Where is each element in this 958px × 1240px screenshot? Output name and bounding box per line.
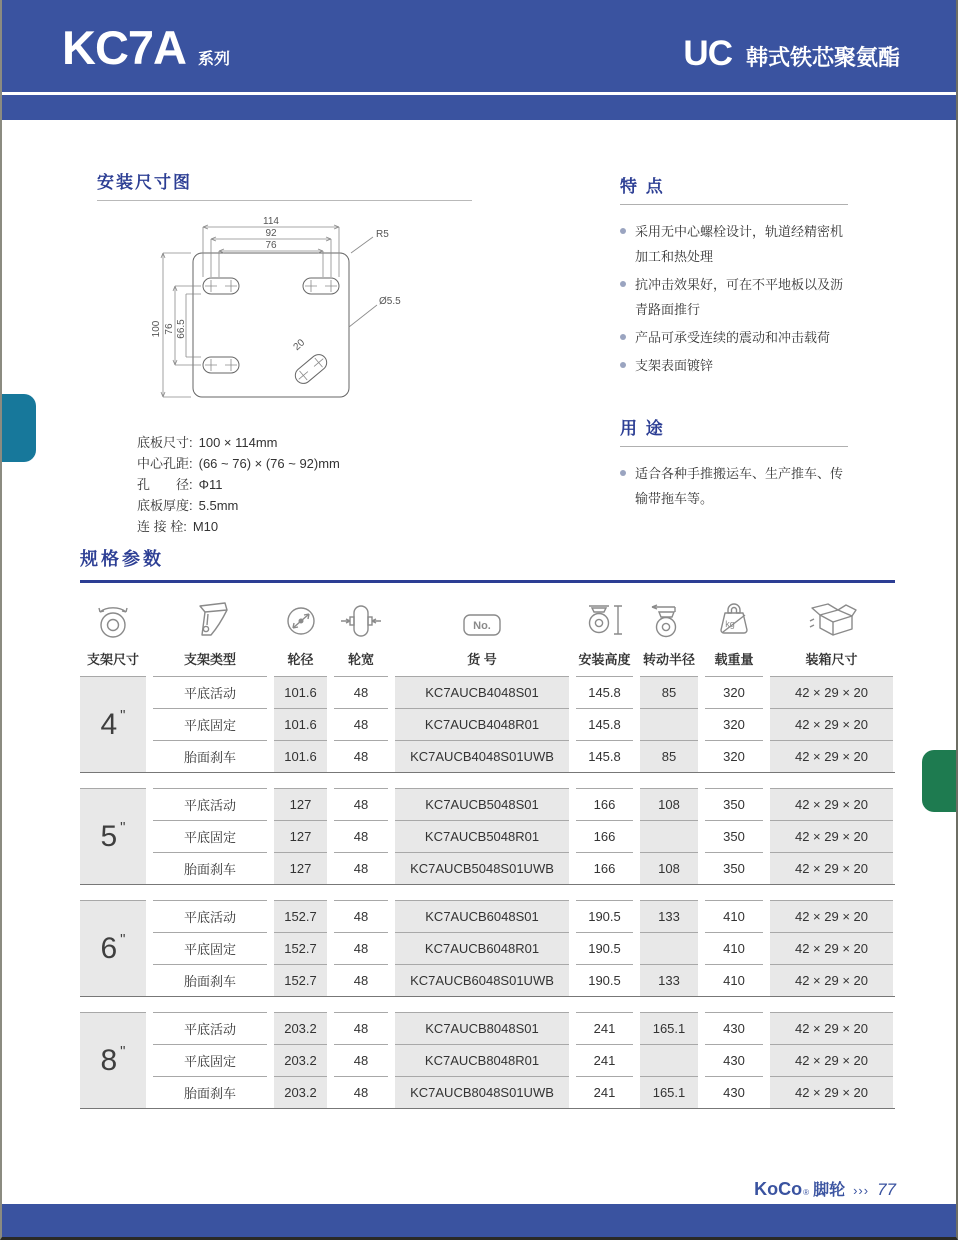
cell-type: 平底活动 — [153, 676, 267, 708]
dim-76-top: 76 — [265, 240, 277, 251]
cell-turn_radius: 165.1 — [640, 1076, 698, 1108]
spec-title-rule — [80, 580, 895, 583]
column-header-size — [80, 595, 146, 673]
cell-type: 平底活动 — [153, 900, 267, 932]
svg-text:No.: No. — [473, 620, 491, 632]
right-column — [620, 172, 848, 514]
cell-type: 平底固定 — [153, 708, 267, 740]
cell-type: 平底活动 — [153, 788, 267, 820]
cell-mount_height: 241 — [576, 1044, 633, 1076]
cell-part_no: KC7AUCB4048S01 — [395, 676, 569, 708]
cell-type: 平底固定 — [153, 932, 267, 964]
column-header-mount_height — [576, 595, 633, 673]
cell-wheel_dia: 101.6 — [274, 708, 327, 740]
cell-wheel_dia: 101.6 — [274, 740, 327, 772]
installation-drawing — [115, 207, 465, 419]
column-label: 支架类型 — [183, 652, 236, 667]
bracket-type-icon — [190, 595, 230, 641]
installation-specs — [137, 432, 475, 537]
cell-wheel_width: 48 — [334, 676, 388, 708]
cell-wheel_width: 48 — [334, 900, 388, 932]
chevrons-icon: ››› — [853, 1183, 870, 1198]
cell-mount_height: 190.5 — [576, 900, 633, 932]
dim-92: 92 — [265, 228, 277, 239]
cell-carton: 42 × 29 × 20 — [770, 852, 893, 884]
inch-mark: " — [120, 819, 126, 836]
left-edge-tab — [2, 394, 36, 462]
cell-mount_height: 145.8 — [576, 676, 633, 708]
cell-load: 350 — [705, 820, 763, 852]
cell-mount_height: 190.5 — [576, 964, 633, 996]
registered-mark-icon: ® — [803, 1188, 810, 1197]
size-label — [80, 676, 146, 772]
cell-wheel_width: 48 — [334, 740, 388, 772]
part-number-icon — [459, 595, 505, 641]
series-heading — [62, 21, 230, 74]
features-block — [620, 172, 848, 378]
cell-carton: 42 × 29 × 20 — [770, 740, 893, 772]
feature-item: 产品可承受连续的震动和冲击载荷 — [620, 325, 848, 350]
spec-table-body — [80, 676, 895, 1109]
column-header-wheel_dia — [274, 595, 327, 673]
brand-suffix: 脚轮 — [813, 1182, 846, 1199]
spec-line-plate-size: 底板尺寸: 100 × 114mm — [137, 435, 278, 450]
cell-wheel_dia: 127 — [274, 852, 327, 884]
header-band-lower — [2, 95, 956, 120]
cell-load: 430 — [705, 1012, 763, 1044]
cell-carton: 42 × 29 × 20 — [770, 964, 893, 996]
cell-load: 320 — [705, 740, 763, 772]
cell-part_no: KC7AUCB5048S01 — [395, 788, 569, 820]
usage-title-underline — [620, 446, 848, 447]
model-code: UC — [683, 34, 732, 73]
features-title: 特 点 — [620, 177, 665, 196]
cell-type: 平底固定 — [153, 820, 267, 852]
cell-mount_height: 145.8 — [576, 740, 633, 772]
cell-part_no: KC7AUCB8048S01 — [395, 1012, 569, 1044]
column-label: 转动半径 — [642, 652, 695, 667]
carton-size-icon — [806, 595, 858, 641]
column-label: 装箱尺寸 — [805, 652, 858, 667]
inch-mark: " — [120, 931, 126, 948]
usage-title: 用 途 — [620, 419, 665, 438]
cell-part_no: KC7AUCB4048R01 — [395, 708, 569, 740]
cell-part_no: KC7AUCB8048R01 — [395, 1044, 569, 1076]
dim-76-left: 76 — [164, 323, 175, 335]
series-name: KC7A — [62, 21, 186, 74]
cell-mount_height: 241 — [576, 1012, 633, 1044]
cell-type: 胎面刹车 — [153, 964, 267, 996]
cell-carton: 42 × 29 × 20 — [770, 1076, 893, 1108]
callout-thickness: Ø5.5 — [379, 296, 401, 307]
spec-line-bolt: 连 接 栓: M10 — [137, 519, 219, 534]
spec-table-title: 规格参数 — [80, 549, 164, 569]
spec-table-header — [80, 593, 895, 673]
bullet-icon — [620, 281, 626, 287]
wheel-diameter-icon — [281, 595, 321, 641]
cell-turn_radius — [640, 820, 698, 852]
feature-item: 支架表面镀锌 — [620, 353, 848, 378]
cell-turn_radius: 165.1 — [640, 1012, 698, 1044]
size-number: 4 — [100, 707, 118, 741]
cell-carton: 42 × 29 × 20 — [770, 820, 893, 852]
cell-wheel_dia: 127 — [274, 788, 327, 820]
svg-text:kg: kg — [725, 619, 735, 629]
cell-wheel_width: 48 — [334, 820, 388, 852]
cell-wheel_width: 48 — [334, 932, 388, 964]
bullet-icon — [620, 470, 626, 476]
cell-wheel_dia: 101.6 — [274, 676, 327, 708]
dim-114: 114 — [263, 216, 279, 227]
cell-wheel_dia: 203.2 — [274, 1044, 327, 1076]
cell-wheel_width: 48 — [334, 708, 388, 740]
bullet-icon — [620, 228, 626, 234]
cell-part_no: KC7AUCB6048S01 — [395, 900, 569, 932]
cell-part_no: KC7AUCB5048R01 — [395, 820, 569, 852]
cell-turn_radius: 133 — [640, 964, 698, 996]
dim-100: 100 — [151, 320, 162, 338]
cell-carton: 42 × 29 × 20 — [770, 676, 893, 708]
cell-wheel_dia: 152.7 — [274, 964, 327, 996]
feature-item: 采用无中心螺栓设计，轨道经精密机加工和热处理 — [620, 219, 848, 269]
cell-load: 350 — [705, 852, 763, 884]
cell-wheel_dia: 152.7 — [274, 900, 327, 932]
brand-logo: KoCo — [754, 1179, 803, 1199]
column-label: 轮宽 — [347, 652, 374, 667]
cell-wheel_width: 48 — [334, 964, 388, 996]
cell-carton: 42 × 29 × 20 — [770, 1044, 893, 1076]
series-suffix: 系列 — [197, 51, 230, 68]
cell-load: 410 — [705, 900, 763, 932]
size-group-8-inch — [80, 1012, 895, 1109]
features-list — [620, 219, 848, 378]
cell-load: 320 — [705, 676, 763, 708]
turn-radius-icon — [648, 595, 690, 641]
cell-carton: 42 × 29 × 20 — [770, 788, 893, 820]
inch-mark: " — [120, 1043, 126, 1060]
cell-carton: 42 × 29 × 20 — [770, 708, 893, 740]
spec-section — [80, 545, 895, 1124]
column-header-wheel_width — [334, 595, 388, 673]
installation-section — [97, 168, 475, 537]
column-label: 支架尺寸 — [86, 652, 139, 667]
cell-type: 平底活动 — [153, 1012, 267, 1044]
spec-line-hole-distance: 中心孔距: (66 ~ 76) × (76 ~ 92)mm — [137, 456, 340, 471]
dim-66-5: 66.5 — [176, 319, 187, 339]
callout-slot-20: 20 — [291, 337, 308, 353]
footer-band — [2, 1204, 956, 1237]
cell-turn_radius: 108 — [640, 788, 698, 820]
usage-block — [620, 414, 848, 511]
size-group-4-inch — [80, 676, 895, 773]
caster-size-icon — [93, 595, 133, 641]
cell-wheel_width: 48 — [334, 1044, 388, 1076]
cell-load: 410 — [705, 964, 763, 996]
cell-part_no: KC7AUCB4048S01UWB — [395, 740, 569, 772]
cell-load: 320 — [705, 708, 763, 740]
size-label — [80, 1012, 146, 1108]
column-header-type — [153, 595, 267, 673]
callout-r5: R5 — [376, 229, 389, 240]
inch-mark: " — [120, 707, 126, 724]
cell-type: 胎面刹车 — [153, 1076, 267, 1108]
cell-wheel_width: 48 — [334, 1076, 388, 1108]
cell-mount_height: 166 — [576, 852, 633, 884]
size-number: 6 — [100, 931, 118, 965]
cell-turn_radius: 85 — [640, 740, 698, 772]
feature-item: 抗冲击效果好，可在不平地板以及沥青路面推行 — [620, 272, 848, 322]
bullet-icon — [620, 334, 626, 340]
column-header-carton — [770, 595, 893, 673]
size-number: 8 — [100, 1043, 118, 1077]
cell-load: 430 — [705, 1076, 763, 1108]
cell-wheel_width: 48 — [334, 788, 388, 820]
usage-list — [620, 461, 848, 511]
installation-title-underline — [97, 200, 472, 201]
column-header-load — [705, 595, 763, 673]
cell-wheel_width: 48 — [334, 1012, 388, 1044]
cell-wheel_dia: 152.7 — [274, 932, 327, 964]
cell-type: 胎面刹车 — [153, 740, 267, 772]
column-label: 货 号 — [467, 652, 497, 667]
cell-mount_height: 166 — [576, 788, 633, 820]
cell-turn_radius — [640, 1044, 698, 1076]
page-number: 77 — [877, 1180, 896, 1199]
cell-wheel_width: 48 — [334, 852, 388, 884]
cell-turn_radius: 108 — [640, 852, 698, 884]
cell-type: 胎面刹车 — [153, 852, 267, 884]
size-label — [80, 900, 146, 996]
column-header-part_no — [395, 595, 569, 673]
usage-item: 适合各种手推搬运车、生产推车、传输带拖车等。 — [620, 461, 848, 511]
cell-wheel_dia: 203.2 — [274, 1012, 327, 1044]
column-label: 载重量 — [714, 652, 754, 667]
size-number: 5 — [100, 819, 118, 853]
cell-part_no: KC7AUCB6048S01UWB — [395, 964, 569, 996]
cell-carton: 42 × 29 × 20 — [770, 1012, 893, 1044]
cell-turn_radius — [640, 932, 698, 964]
cell-type: 平底固定 — [153, 1044, 267, 1076]
cell-load: 410 — [705, 932, 763, 964]
spec-line-plate-thickness: 底板厚度: 5.5mm — [137, 498, 239, 513]
model-title: 韩式铁芯聚氨酯 — [745, 45, 900, 70]
cell-carton: 42 × 29 × 20 — [770, 932, 893, 964]
cell-turn_radius: 85 — [640, 676, 698, 708]
cell-part_no: KC7AUCB5048S01UWB — [395, 852, 569, 884]
size-group-6-inch — [80, 900, 895, 997]
cell-mount_height: 166 — [576, 820, 633, 852]
cell-wheel_dia: 203.2 — [274, 1076, 327, 1108]
size-label — [80, 788, 146, 884]
cell-part_no: KC7AUCB6048R01 — [395, 932, 569, 964]
right-edge-tab — [922, 750, 956, 812]
column-label: 轮径 — [287, 652, 314, 667]
cell-mount_height: 190.5 — [576, 932, 633, 964]
cell-mount_height: 241 — [576, 1076, 633, 1108]
mount-height-icon — [584, 595, 626, 641]
cell-turn_radius — [640, 708, 698, 740]
cell-load: 430 — [705, 1044, 763, 1076]
cell-turn_radius: 133 — [640, 900, 698, 932]
cell-mount_height: 145.8 — [576, 708, 633, 740]
installation-title: 安装尺寸图 — [97, 173, 192, 192]
cell-load: 350 — [705, 788, 763, 820]
column-header-turn_radius — [640, 595, 698, 673]
column-label: 安装高度 — [578, 652, 631, 667]
size-group-5-inch — [80, 788, 895, 885]
spec-line-hole-diameter: 孔 径: Φ11 — [137, 477, 223, 492]
load-capacity-icon — [713, 595, 755, 641]
cell-part_no: KC7AUCB8048S01UWB — [395, 1076, 569, 1108]
wheel-width-icon — [339, 595, 383, 641]
footer-brand-line — [754, 1177, 896, 1200]
cell-carton: 42 × 29 × 20 — [770, 900, 893, 932]
features-title-underline — [620, 204, 848, 205]
model-heading — [683, 36, 900, 72]
cell-wheel_dia: 127 — [274, 820, 327, 852]
bullet-icon — [620, 362, 626, 368]
